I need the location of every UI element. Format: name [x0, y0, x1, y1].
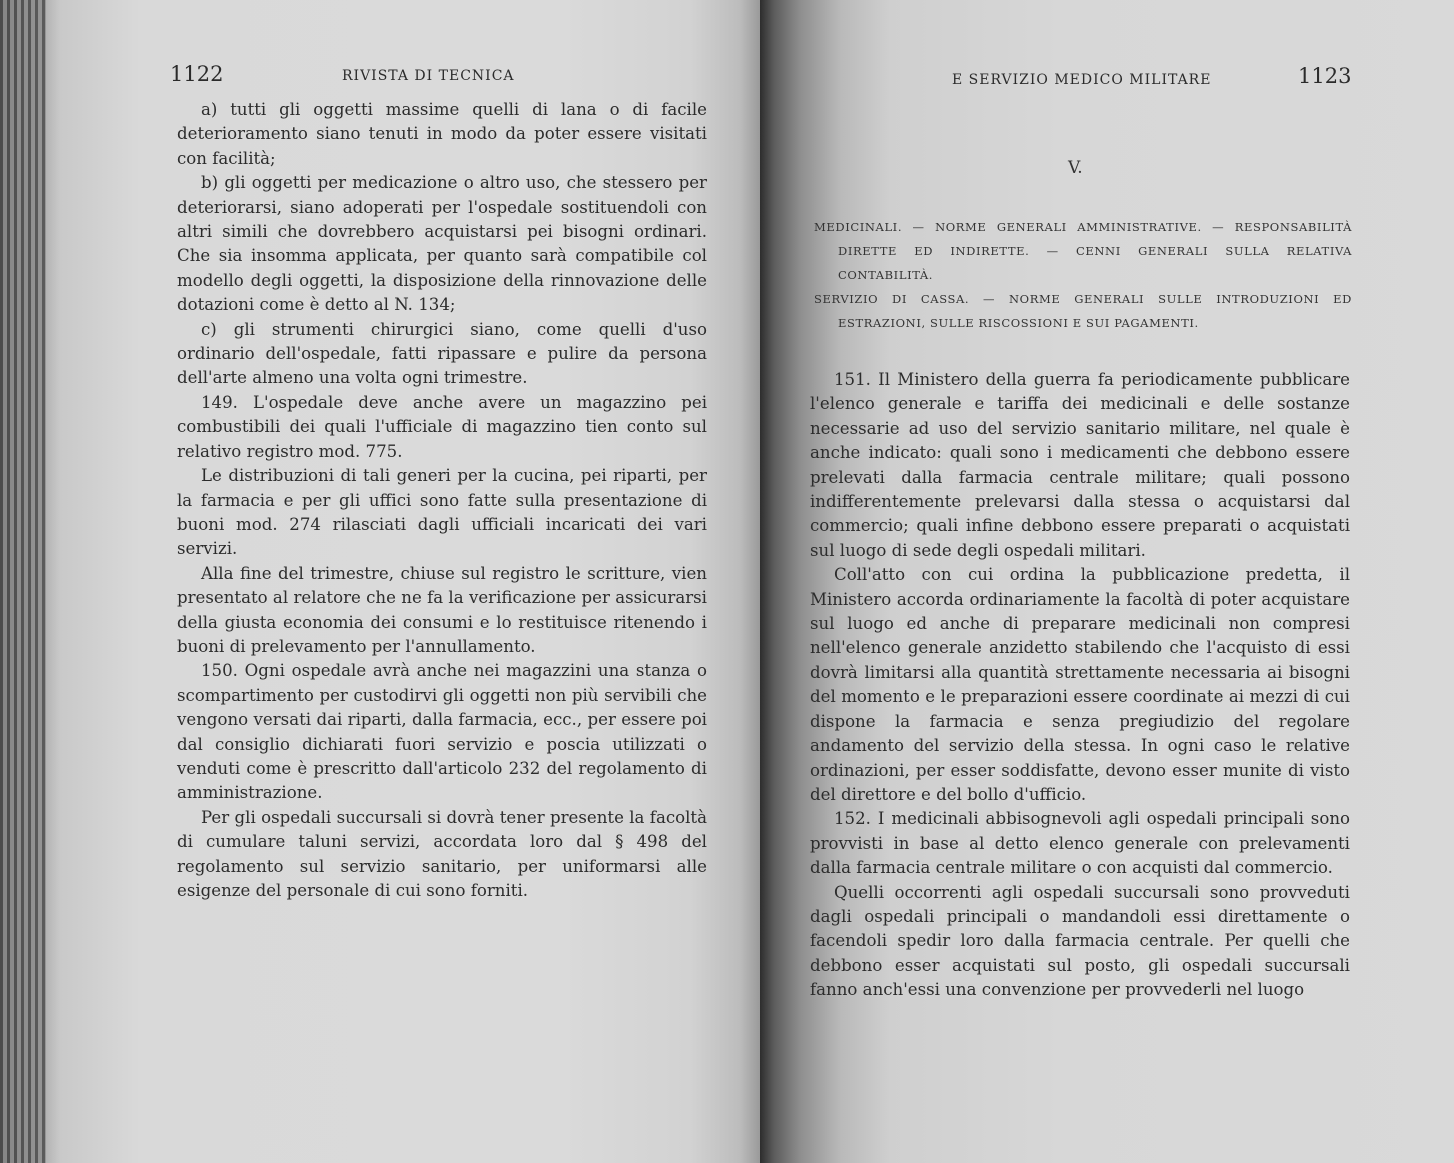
paragraph: Alla fine del trimestre, chiuse sul registro le scritture, vien presentato al relatore che ne fa la verificazione per assicurarsi della giusta economia dei consumi e lo restituisce ritenendo i buoni di prelevamento per l'annullamento.	[177, 563, 707, 656]
summary-item: SERVIZIO DI CASSA. — NORME GENERALI SULLE INTRODUZIONI ED ESTRAZIONI, SULLE RISCOSSIONI E SUI PAGAMENTI.	[814, 292, 1352, 330]
right-running-head: E SERVIZIO MEDICO MILITARE	[952, 72, 1212, 88]
right-text-block	[810, 368, 1350, 1003]
paragraph: Quelli occorrenti agli ospedali succursali sono provveduti dagli ospedali principali o mandandoli essi direttamente o facendoli spedir loro dalla farmacia centrale. Per quelli che debbono esser acquistati sul posto, gli ospedali succursali fanno anch'essi una convenzione per provvederli nel luogo	[810, 882, 1350, 1000]
section-number: V.	[1068, 158, 1083, 178]
right-page-number: 1123	[1298, 64, 1352, 88]
paragraph: 151. Il Ministero della guerra fa periodicamente pubblicare l'elenco generale e tariffa dei medicinali e delle sostanze necessarie ad uso del servizio sanitario militare, nel quale è anche indicato: quali sono i medicamenti che debbono essere prelevati dalla farmacia centrale militare; quali possono indifferentemente prelevarsi dalla stessa o acquistarsi dal commercio; quali infine debbono essere preparati o acquistati sul luogo di sede degli ospedali militari.	[810, 370, 1350, 560]
book-edge	[0, 0, 46, 1163]
section-summary	[814, 215, 1352, 335]
paragraph: b) gli oggetti per medicazione o altro uso, che stessero per deteriorarsi, siano adoperati per l'ospedale sostituendoli con altri simili che dovrebbero acquistarsi pei bisogni ordinari. Che sia insomma applicata, per quanto sarà compatibile col modello degli oggetti, la disposizione della rinnovazione delle dotazioni come è detto al N. 134;	[177, 173, 707, 315]
right-page	[760, 0, 1454, 1163]
paragraph: Le distribuzioni di tali generi per la cucina, pei riparti, per la farmacia e per gli uffici sono fatte sulla presentazione di buoni mod. 274 rilasciati dagli ufficiali incaricati dei vari servizi.	[177, 466, 707, 559]
paragraph: Coll'atto con cui ordina la pubblicazione predetta, il Ministero accorda ordinariamente la facoltà di poter acquistare sul luogo ed anche di preparare medicinali non compresi nell'elenco generale anzidetto stabilendo che l'acquisto di essi dovrà limitarsi alla quantità strettamente necessaria ai bisogni del momento e le preparazioni essere coordinate ai mezzi di cui dispone la farmacia e senza pregiudizio del regolare andamento del servizio della stessa. In ogni caso le relative ordinazioni, per esser soddisfatte, devono esser munite di visto del direttore e del bollo d'ufficio.	[810, 565, 1350, 804]
paragraph: 149. L'ospedale deve anche avere un magazzino pei combustibili dei quali l'ufficiale di magazzino tien conto sul relativo registro mod. 775.	[177, 392, 707, 461]
paragraph: c) gli strumenti chirurgici siano, come quelli d'uso ordinario dell'ospedale, fatti ripassare e pulire da persona dell'arte almeno una volta ogni trimestre.	[177, 319, 707, 388]
left-running-head: RIVISTA DI TECNICA	[342, 68, 515, 84]
paragraph: Per gli ospedali succursali si dovrà tener presente la facoltà di cumulare taluni servizi, accordata loro dal § 498 del regolamento sul servizio sanitario, per uniformarsi alle esigenze del personale di cui sono forniti.	[177, 807, 707, 900]
left-text-block	[177, 98, 707, 903]
paragraph: 150. Ogni ospedale avrà anche nei magazzini una stanza o scompartimento per custodirvi gli oggetti non più servibili che vengono versati dai riparti, dalla farmacia, ecc., per essere poi dal consiglio dichiarati fuori servizio e poscia utilizzati o venduti come è prescritto dall'articolo 232 del regolamento di amministrazione.	[177, 661, 707, 803]
paragraph: a) tutti gli oggetti massime quelli di lana o di facile deterioramento siano tenuti in modo da poter essere visitati con facilità;	[177, 100, 707, 168]
left-page-number: 1122	[170, 62, 224, 86]
summary-item: MEDICINALI. — NORME GENERALI AMMINISTRATIVE. — RESPONSABILITÀ DIRETTE ED INDIRETTE. — CENNI GENERALI SULLA RELATIVA CONTABILITÀ.	[814, 220, 1352, 282]
paragraph: 152. I medicinali abbisognevoli agli ospedali principali sono provvisti in base al detto elenco generale con prelevamenti dalla farmacia centrale militare o con acquisti dal commercio.	[810, 809, 1350, 878]
